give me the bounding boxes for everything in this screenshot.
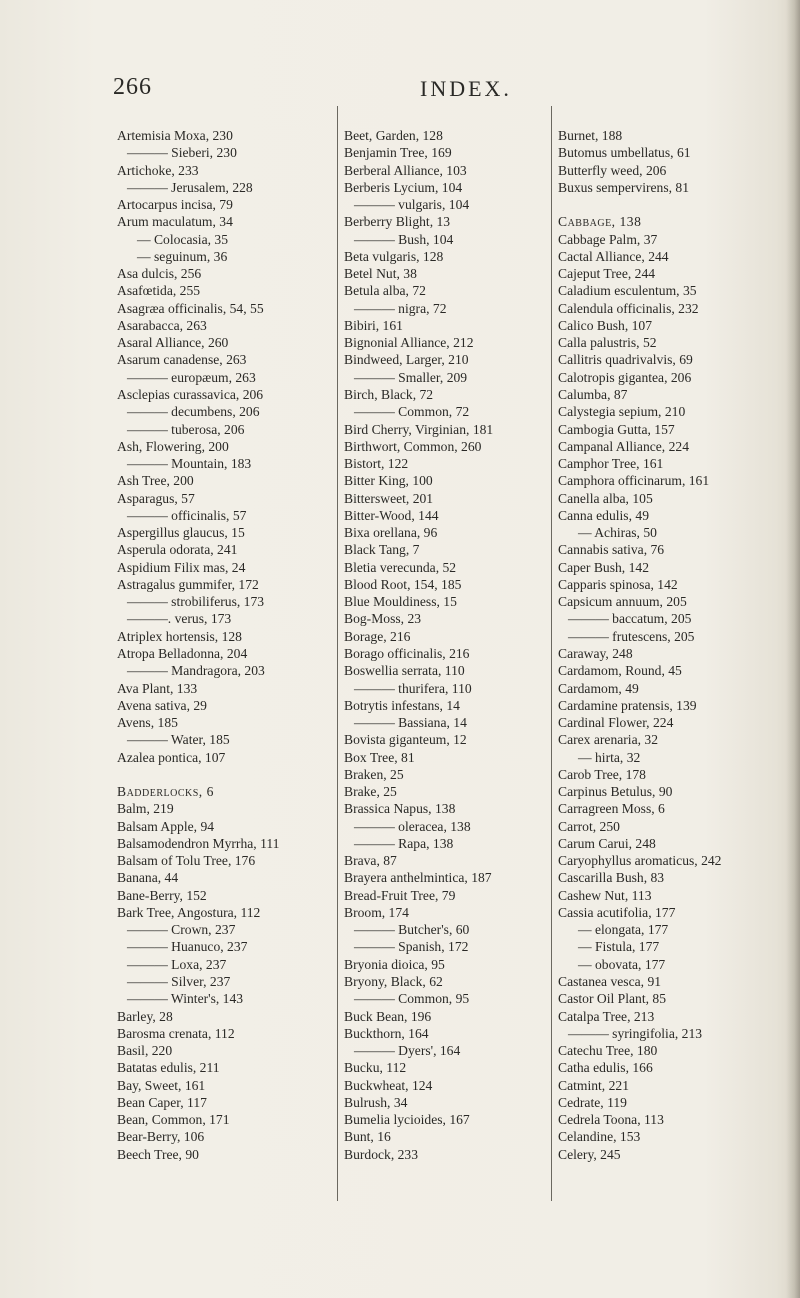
index-entry: Asagræa officinalis, 54, 55: [117, 300, 264, 316]
index-entry: ——— Common, 95: [354, 991, 470, 1007]
index-entry: Burnet, 188: [558, 128, 623, 143]
index-entry: ——— europæum, 263: [127, 369, 256, 385]
index-entry: Bitter King, 100: [344, 473, 433, 489]
index-entry: Brake, 25: [344, 784, 397, 800]
index-entry: Buckwheat, 124: [344, 1077, 433, 1093]
index-entry: Buck Bean, 196: [344, 1008, 432, 1024]
index-entry: Basil, 220: [117, 1043, 173, 1059]
index-entry: ——— syringifolia, 213: [568, 1025, 703, 1041]
index-entry: Bucku, 112: [344, 1060, 407, 1076]
index-entry: ———. verus, 173: [127, 611, 232, 627]
index-entry: Ash, Flowering, 200: [117, 438, 229, 454]
index-entry: Cambogia Gutta, 157: [558, 421, 675, 437]
index-entry: Asperula odorata, 241: [117, 542, 238, 558]
index-entry: Bog-Moss, 23: [344, 611, 422, 627]
index-entry: Bulrush, 34: [344, 1094, 408, 1110]
index-entry: Bean, Common, 171: [117, 1112, 230, 1128]
index-entry: Calystegia sepium, 210: [558, 404, 686, 420]
index-entry: Carrot, 250: [558, 818, 620, 834]
index-entry: ——— baccatum, 205: [568, 611, 692, 627]
index-entry: Calico Bush, 107: [558, 317, 653, 333]
index-entry: Canna edulis, 49: [558, 507, 649, 523]
index-entry: Bittersweet, 201: [344, 490, 434, 506]
section-gap: [558, 196, 794, 213]
index-entry: Bay, Sweet, 161: [117, 1077, 206, 1093]
index-entry: Aspidium Filix mas, 24: [117, 559, 246, 575]
index-entry: Carex arenaria, 32: [558, 732, 659, 748]
index-entry: Birch, Black, 72: [344, 386, 434, 402]
section-gap: [117, 766, 332, 783]
index-entry: Carpinus Betulus, 90: [558, 784, 673, 800]
index-entry: Braken, 25: [344, 766, 404, 782]
index-entry: ——— Bush, 104: [354, 231, 454, 247]
index-entry: Berberis Lycium, 104: [344, 179, 463, 195]
index-entry: ——— vulgaris, 104: [354, 197, 470, 213]
index-entry: Catechu Tree, 180: [558, 1043, 658, 1059]
index-entry: Asarum canadense, 263: [117, 352, 247, 368]
index-entry: ——— Dyers', 164: [354, 1043, 461, 1059]
index-entry: Bear-Berry, 106: [117, 1129, 205, 1145]
index-entry: Castanea vesca, 91: [558, 974, 662, 990]
column-divider: [551, 106, 552, 1201]
index-entry: Calla palustris, 52: [558, 335, 657, 351]
index-entry: — Fistula, 177: [578, 939, 660, 955]
index-entry: Bark Tree, Angostura, 112: [117, 904, 261, 920]
index-entry: Asarabacca, 263: [117, 317, 207, 333]
index-entry: Artichoke, 233: [117, 162, 199, 178]
index-entry: ——— thurifera, 110: [354, 680, 472, 696]
column-divider: [337, 106, 338, 1201]
index-entry: Betula alba, 72: [344, 283, 426, 299]
index-entry: Bixa orellana, 96: [344, 525, 438, 541]
index-entry: Capsicum annuum, 205: [558, 594, 687, 610]
index-entry: Artemisia Moxa, 230: [117, 128, 233, 143]
index-entry: Black Tang, 7: [344, 542, 420, 558]
index-entry: Buckthorn, 164: [344, 1025, 429, 1041]
index-entry: ——— strobiliferus, 173: [127, 594, 265, 610]
index-entry: ——— Rapa, 138: [354, 835, 454, 851]
index-entry: Cabbage Palm, 37: [558, 231, 658, 247]
index-entry: Calotropis gigantea, 206: [558, 369, 692, 385]
index-entry: Asafœtida, 255: [117, 283, 201, 299]
index-entry: Calendula officinalis, 232: [558, 300, 699, 316]
index-entry: ——— Water, 185: [127, 732, 230, 748]
index-column-2: [344, 127, 544, 1163]
index-entry: ——— Sieberi, 230: [127, 145, 237, 161]
index-entry: Beech Tree, 90: [117, 1146, 199, 1162]
index-entry: Avena sativa, 29: [117, 697, 207, 713]
index-entry: Calumba, 87: [558, 386, 628, 402]
index-entry: Betel Nut, 38: [344, 266, 417, 282]
index-entry: Bread-Fruit Tree, 79: [344, 887, 456, 903]
index-entry: Cedrate, 119: [558, 1094, 627, 1110]
index-entry: — obovata, 177: [578, 956, 666, 972]
index-entry: Balm, 219: [117, 801, 174, 817]
index-entry: Caryophyllus aromaticus, 242: [558, 853, 722, 869]
index-entry: ——— Common, 72: [354, 404, 470, 420]
index-entry: ——— Winter's, 143: [127, 991, 244, 1007]
index-entry: Caraway, 248: [558, 645, 633, 661]
index-entry: Asa dulcis, 256: [117, 266, 202, 282]
index-entry: Berberal Alliance, 103: [344, 162, 467, 178]
index-entry: Botrytis infestans, 14: [344, 697, 460, 713]
index-entry: Badderlocks, 6: [117, 784, 214, 800]
index-entry: ——— Mountain, 183: [127, 456, 252, 472]
index-entry: Astragalus gummifer, 172: [117, 576, 259, 592]
index-entry: ——— Loxa, 237: [127, 956, 227, 972]
index-entry: Castor Oil Plant, 85: [558, 991, 666, 1007]
index-entry: Cannabis sativa, 76: [558, 542, 665, 558]
index-entry: — Colocasia, 35: [137, 231, 228, 247]
index-entry: Bird Cherry, Virginian, 181: [344, 421, 494, 437]
index-entry: ——— Butcher's, 60: [354, 922, 470, 938]
index-entry: Balsamodendron Myrrha, 111: [117, 835, 280, 851]
index-entry: Catha edulis, 166: [558, 1060, 653, 1076]
index-entry: Bibiri, 161: [344, 317, 403, 333]
index-entry: Cedrela Toona, 113: [558, 1112, 664, 1128]
index-entry: ——— Crown, 237: [127, 922, 236, 938]
index-entry: Asaral Alliance, 260: [117, 335, 229, 351]
index-column-3: [558, 127, 794, 1163]
index-entry: Cajeput Tree, 244: [558, 266, 656, 282]
index-entry: ——— Spanish, 172: [354, 939, 469, 955]
index-entry: Bryony, Black, 62: [344, 974, 443, 990]
index-entry: ——— frutescens, 205: [568, 628, 695, 644]
index-entry: — Achiras, 50: [578, 525, 657, 541]
index-entry: ——— Silver, 237: [127, 974, 231, 990]
index-entry: Asclepias curassavica, 206: [117, 386, 264, 402]
page-number: 266: [113, 74, 152, 100]
index-entry: Catmint, 221: [558, 1077, 629, 1093]
index-entry: Cascarilla Bush, 83: [558, 870, 665, 886]
index-entry: Celandine, 153: [558, 1129, 641, 1145]
index-entry: Cabbage, 138: [558, 214, 642, 230]
index-entry: Bitter-Wood, 144: [344, 507, 439, 523]
index-entry: Camphora officinarum, 161: [558, 473, 710, 489]
index-entry: ——— oleracea, 138: [354, 818, 471, 834]
index-entry: ——— tuberosa, 206: [127, 421, 245, 437]
index-entry: Brassica Napus, 138: [344, 801, 456, 817]
index-entry: Capparis spinosa, 142: [558, 576, 678, 592]
index-entry: Bletia verecunda, 52: [344, 559, 457, 575]
index-entry: Borage, 216: [344, 628, 411, 644]
index-entry: Callitris quadrivalvis, 69: [558, 352, 693, 368]
index-entry: ——— Huanuco, 237: [127, 939, 248, 955]
index-entry: ——— nigra, 72: [354, 300, 447, 316]
index-entry: Catalpa Tree, 213: [558, 1008, 655, 1024]
index-entry: ——— Bassiana, 14: [354, 715, 467, 731]
index-entry: Ash Tree, 200: [117, 473, 194, 489]
index-entry: Cardamom, Round, 45: [558, 663, 682, 679]
index-entry: Blood Root, 154, 185: [344, 576, 462, 592]
index-entry: Buxus sempervirens, 81: [558, 179, 690, 195]
index-entry: Bumelia lycioides, 167: [344, 1112, 470, 1128]
index-entry: Burdock, 233: [344, 1146, 419, 1162]
index-entry: Brayera anthelmintica, 187: [344, 870, 492, 886]
index-entry: Carragreen Moss, 6: [558, 801, 665, 817]
index-entry: ——— officinalis, 57: [127, 507, 247, 523]
index-entry: Carob Tree, 178: [558, 766, 646, 782]
index-entry: Benjamin Tree, 169: [344, 145, 452, 161]
index-entry: Cactal Alliance, 244: [558, 248, 669, 264]
index-entry: Boswellia serrata, 110: [344, 663, 465, 679]
index-entry: Batatas edulis, 211: [117, 1060, 220, 1076]
index-entry: Broom, 174: [344, 904, 409, 920]
index-entry: Bunt, 16: [344, 1129, 391, 1145]
index-entry: Atriplex hortensis, 128: [117, 628, 242, 644]
index-entry: Box Tree, 81: [344, 749, 415, 765]
index-entry: Azalea pontica, 107: [117, 749, 226, 765]
index-entry: Bean Caper, 117: [117, 1094, 207, 1110]
index-entry: Barosma crenata, 112: [117, 1025, 235, 1041]
index-entry: Butterfly weed, 206: [558, 162, 667, 178]
index-entry: Brava, 87: [344, 853, 397, 869]
index-entry: Cashew Nut, 113: [558, 887, 652, 903]
index-entry: Blue Mouldiness, 15: [344, 594, 457, 610]
index-entry: Camphor Tree, 161: [558, 456, 664, 472]
index-entry: Avens, 185: [117, 715, 178, 731]
index-entry: Bane-Berry, 152: [117, 887, 207, 903]
index-entry: Atropa Belladonna, 204: [117, 645, 248, 661]
index-entry: Artocarpus incisa, 79: [117, 197, 233, 213]
index-entry: Cassia acutifolia, 177: [558, 904, 676, 920]
index-column-1: [117, 127, 332, 1163]
index-entry: Campanal Alliance, 224: [558, 438, 689, 454]
index-entry: Birthwort, Common, 260: [344, 438, 482, 454]
index-entry: Borago officinalis, 216: [344, 645, 470, 661]
index-entry: ——— Jerusalem, 228: [127, 179, 253, 195]
index-entry: ——— decumbens, 206: [127, 404, 260, 420]
index-entry: Barley, 28: [117, 1008, 173, 1024]
index-entry: Butomus umbellatus, 61: [558, 145, 691, 161]
index-entry: ——— Mandragora, 203: [127, 663, 265, 679]
index-entry: Aspergillus glaucus, 15: [117, 525, 245, 541]
index-entry: Carum Carui, 248: [558, 835, 656, 851]
index-entry: Asparagus, 57: [117, 490, 195, 506]
index-entry: Ava Plant, 133: [117, 680, 198, 696]
running-head-title: INDEX.: [420, 76, 512, 101]
index-entry: Banana, 44: [117, 870, 179, 886]
index-entry: Bindweed, Larger, 210: [344, 352, 469, 368]
index-entry: Bryonia dioica, 95: [344, 956, 445, 972]
index-entry: Celery, 245: [558, 1146, 621, 1162]
index-entry: — elongata, 177: [578, 922, 669, 938]
index-entry: Cardamom, 49: [558, 680, 639, 696]
index-entry: — seguinum, 36: [137, 248, 228, 264]
index-entry: ——— Smaller, 209: [354, 369, 468, 385]
index-entry: Bistort, 122: [344, 456, 409, 472]
index-entry: Arum maculatum, 34: [117, 214, 233, 230]
index-entry: — hirta, 32: [578, 749, 641, 765]
index-entry: Canella alba, 105: [558, 490, 653, 506]
index-entry: Caper Bush, 142: [558, 559, 649, 575]
index-entry: Bovista giganteum, 12: [344, 732, 467, 748]
index-entry: Cardamine pratensis, 139: [558, 697, 697, 713]
index-entry: Cardinal Flower, 224: [558, 715, 674, 731]
index-entry: Beet, Garden, 128: [344, 128, 443, 143]
index-entry: Balsam Apple, 94: [117, 818, 215, 834]
index-entry: Beta vulgaris, 128: [344, 248, 444, 264]
index-entry: Balsam of Tolu Tree, 176: [117, 853, 256, 869]
index-entry: Bignonial Alliance, 212: [344, 335, 474, 351]
index-entry: Berberry Blight, 13: [344, 214, 451, 230]
index-entry: Caladium esculentum, 35: [558, 283, 697, 299]
